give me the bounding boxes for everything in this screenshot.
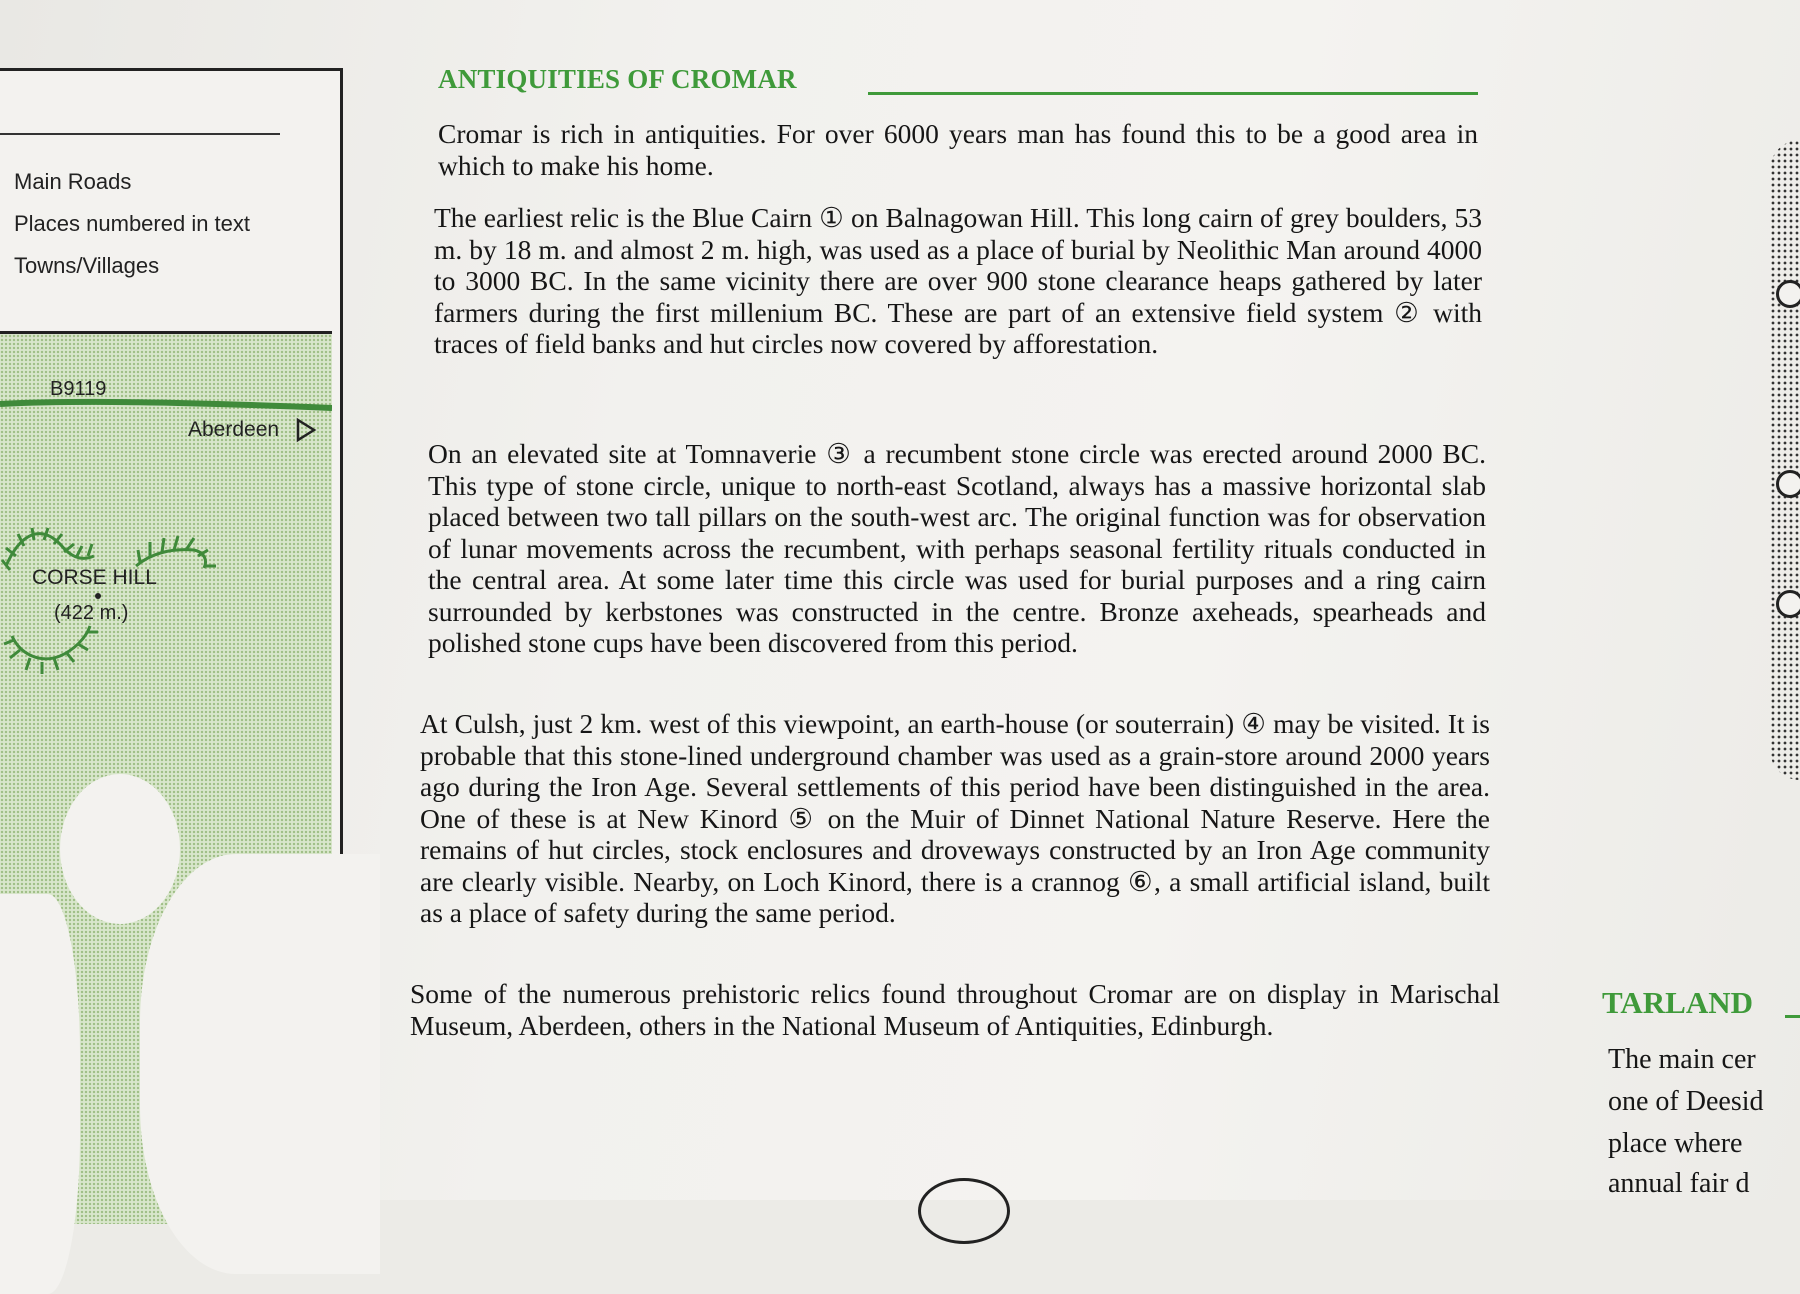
map-blank-region: [140, 854, 380, 1274]
map-area: [0, 331, 332, 1224]
hill-height: (422 m.): [54, 602, 129, 624]
paragraph-blue-cairn: The earliest relic is the Blue Cairn ① on Balnagowan Hill. This long cairn of grey boulders, 53 m. by 18 m. and almost 2 m. high, was used as a place of burial by Neolithic Man around 4000 to 3000 BC. In the same vicinity there are over 900 stone clearance heaps gathered by later farmers during the first millenium BC. These are part of an extensive field system ② with traces of field banks and hut circles now covered by afforestation.: [434, 202, 1482, 359]
paragraph-tomnaverie: On an elevated site at Tomnaverie ③ a recumbent stone circle was erected around 2000 BC. This type of stone circle, unique to north-east Scotland, always has a massive horizontal slab placed between two tall pillars on the south-west arc. The original function was for observation of lunar movements across the recumbent, with perhaps seasonal fertility rituals conducted in the central area. At some later time this circle was used for burial purposes and a ring cairn surrounded by kerbstones was constructed in the centre. Bronze axeheads, spearheads and polished stone cups have been discovered from this period.: [428, 438, 1486, 658]
tarland-heading: TARLAND: [1602, 985, 1753, 1020]
tarland-text-line: annual fair d: [1608, 1168, 1750, 1199]
direction-label: Aberdeen: [188, 418, 280, 441]
paragraph-museums: Some of the numerous prehistoric relics found throughout Cromar are on display in Marischal Museum, Aberdeen, others in the National Museum of Antiquities, Edinburgh.: [410, 978, 1500, 1041]
heading-row: [438, 64, 1498, 104]
legend-item-places-numbered: Places numbered in text: [14, 211, 251, 236]
tarland-text-line: The main cer: [1608, 1044, 1756, 1075]
map-blank-region: [0, 894, 80, 1294]
road-label: B9119: [50, 378, 107, 400]
emblem-seal-icon: [918, 1178, 1010, 1244]
ring-icon: [1776, 590, 1800, 618]
tarland-text-line: place where: [1608, 1128, 1743, 1159]
arrow-right-icon: [298, 420, 314, 440]
map-blank-region: [60, 774, 180, 924]
heading-rule: [868, 92, 1478, 95]
ring-icon: [1776, 280, 1800, 308]
article-heading: ANTIQUITIES OF CROMAR: [438, 64, 797, 94]
legend-divider: [0, 133, 280, 135]
paragraph-culsh: At Culsh, just 2 km. west of this viewpoint, an earth-house (or souterrain) ④ may be visited. It is probable that this stone-lined underground chamber was used as a grain-store around 2000 years ago during the Iron Age. Several settlements of this period have been distinguished in the area. One of these is at New Kinord ⑤ on the Muir of Dinnet National Nature Reserve. Here the remains of hut circles, stock enclosures and droveways constructed by an Iron Age community are clearly visible. Nearby, on Loch Kinord, there is a crannog ⑥, a small artificial island, built as a place of safety during the same period.: [420, 708, 1490, 928]
hill-hachure-icon: [2, 528, 216, 674]
ring-icon: [1776, 470, 1800, 498]
tarland-text-line: one of Deesid: [1608, 1086, 1764, 1117]
legend-item-towns-villages: Towns/Villages: [14, 253, 160, 278]
hill-name: CORSE HILL: [32, 566, 157, 589]
decorative-stone-illustration: [1770, 140, 1800, 780]
legend-item-main-roads: Main Roads: [14, 169, 132, 194]
map-panel: [0, 68, 343, 1221]
paragraph-intro: Cromar is rich in antiquities. For over 6000 years man has found this to be a good area in which to make his home.: [438, 118, 1478, 181]
tarland-heading-rule: [1785, 1015, 1800, 1018]
